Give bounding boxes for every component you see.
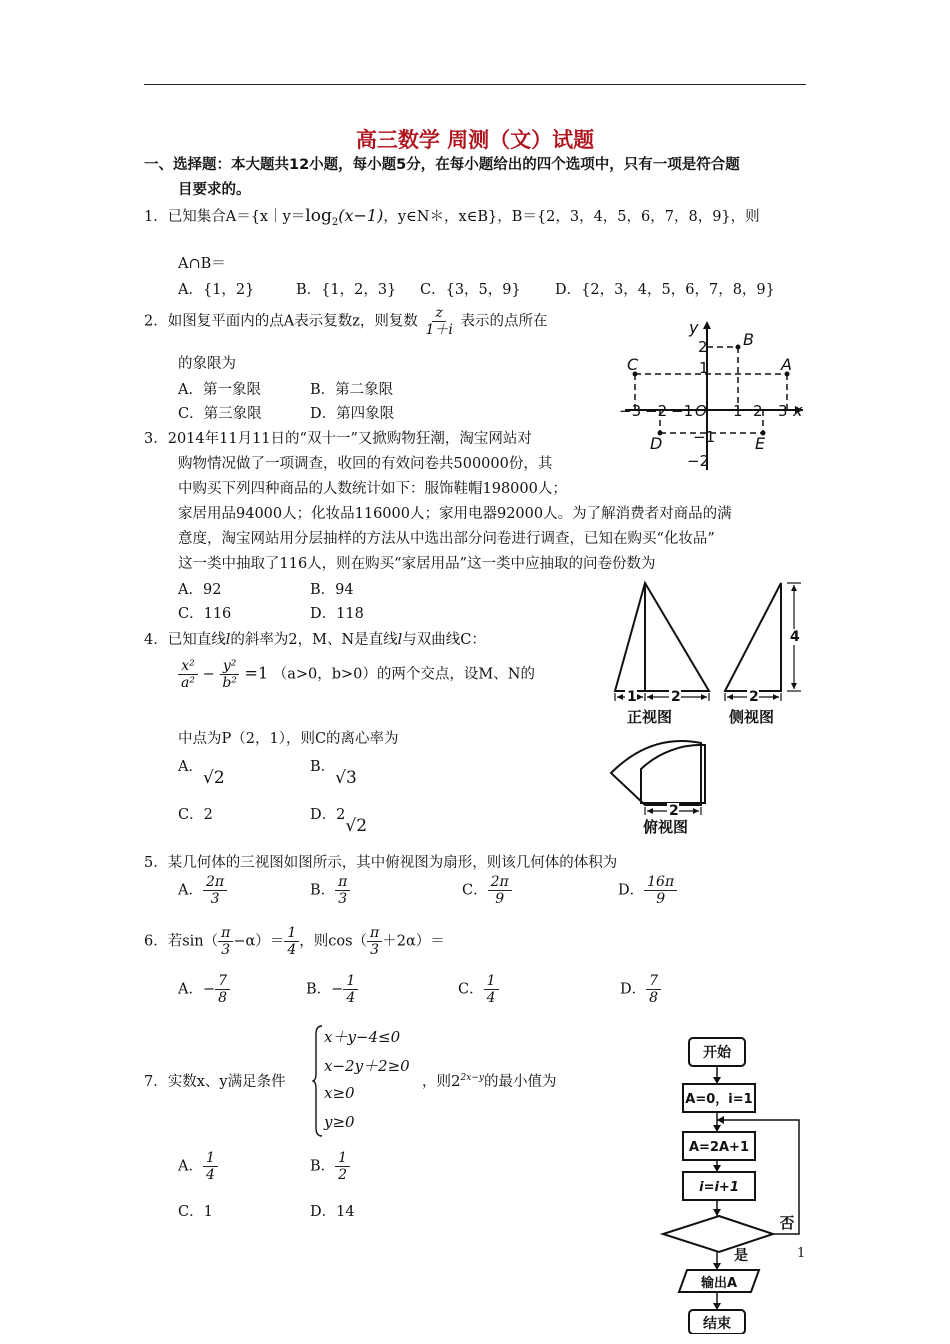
front-view-shape [615,583,709,691]
q3-option-b: B．94 [310,582,354,598]
q6-option-b: B．− $\frac{1}{4}$ [306,973,358,1006]
dim-front-2: 2 [671,689,681,705]
tick-x-2: 2 [753,402,763,420]
question-4-line1: 4．已知直线l的斜率为2，M、N是直线l与双曲线C： [144,632,486,648]
side-view-label: 侧视图 [729,708,775,726]
flow-decision [663,1216,773,1252]
side-view-shape [725,583,781,691]
label-d: D [650,434,663,453]
flow-no-label: 否 [779,1214,795,1232]
tick-x-3: 3 [778,402,788,420]
q7-option-c: C．1 [178,1204,213,1220]
q7-option-b: B． $\frac{1}{2}$ [310,1150,350,1183]
q1-option-d: D．{2，3，4，5，6，7，8，9} [555,282,775,298]
tick-x-neg1: −1 [671,402,694,420]
page-title: 高三数学 周测（文）试题 [355,128,595,152]
x-axis-label: x [793,401,803,420]
constraint-system [312,1022,422,1140]
q4-option-c: C．2 [178,807,213,823]
question-7-tail: ，则$2^{2x-y}$的最小值为 [422,1072,557,1090]
question-3-line1: 3．2014年11月11日的“双十一”又掀购物狂潮，淘宝网站对 [144,431,532,447]
q4-option-d: D．2√2 [310,807,368,836]
constraint-3: x≥0 [324,1084,355,1102]
point-b [736,345,741,350]
page-number: 1 [797,1246,806,1261]
flow-step1-label: A=2A+1 [689,1140,749,1155]
top-view-shape [611,741,701,805]
constraint-4: y≥0 [324,1113,355,1131]
flow-yes-label: 是 [734,1248,748,1264]
flow-output-label: 输出A [700,1276,738,1291]
q1-option-c: C．{3，5，9} [420,282,521,298]
q1-option-b: B．{1，2，3} [296,282,397,298]
question-1: 1．已知集合$A=\{x|y=\log_2(x-1)$，y∈N＊，x∈B}，B＝{2，3，4，5，6，7，8，9}，则 [144,206,760,228]
tick-y-neg2: −2 [687,452,710,470]
flow-init-label: A=0，i=1 [685,1092,753,1107]
label-c: C [627,355,639,374]
section-heading-line1: 一、选择题：本大题共12小题，每小题5分，在每小题给出的四个选项中，只有一项是符合题 [144,157,740,173]
front-view-label: 正视图 [627,708,673,726]
tick-x-neg2: −2 [645,402,668,420]
q1-option-a: A．{1，2} [178,282,255,298]
question-6: 6．若sin（ $\frac{\pi}{3}$ −α）＝ $\frac{1}{4}$ ，则cos（ $\frac{\pi}{3}$ ＋2α）＝ [144,925,445,959]
constraint-2: x−2y＋2≥0 [324,1057,410,1075]
question-3-line4: 家居用品94000人；化妆品116000人；家用电器92000人。为了解消费者对商品的满 [178,506,732,522]
q6-option-a: A．− $\frac{7}{8}$ [178,973,230,1006]
q5-option-c: C． $\frac{2\pi}{9}$ [462,874,512,907]
origin-label: O [695,402,707,420]
flow-end-label: 结束 [703,1316,731,1332]
question-4-line3: 中点为P（2，1），则C的离心率为 [178,731,399,747]
section-heading-line2: 目要求的。 [178,182,251,198]
question-1-line2: A∩B＝ [178,256,226,272]
label-e: E [755,434,766,453]
top-view-label: 俯视图 [643,818,689,836]
complex-plane-figure [615,315,815,475]
brace-icon [312,1022,324,1140]
tick-y-2: 2 [698,338,708,356]
q6-option-c: C． $\frac{1}{4}$ [458,973,499,1006]
q7-option-a: A． $\frac{1}{4}$ [178,1150,218,1183]
dim-side-4: 4 [790,629,800,645]
q4-option-b: B．√3 [310,759,357,788]
label-b: B [743,330,754,349]
header-rule [144,84,806,85]
flow-start-label: 开始 [703,1045,731,1061]
q2-option-a: A．第一象限 [178,382,261,398]
question-3-line3: 中购买下列四种商品的人数统计如下：服饰鞋帽198000人； [178,481,567,497]
question-5: 5．某几何体的三视图如图所示，其中俯视图为扇形，则该几何体的体积为 [144,855,618,871]
question-3-line2: 购物情况做了一项调查，收回的有效问卷共500000份，其 [178,456,553,472]
question-7-intro: 7．实数x、y满足条件 [144,1074,286,1090]
constraint-1: x＋y−4≤0 [324,1028,401,1046]
tick-x-neg3: −3 [619,402,642,420]
q4-option-a: A．√2 [178,759,225,788]
three-views-figure [605,573,820,838]
q5-option-b: B． $\frac{\pi}{3}$ [310,874,350,907]
q7-option-d: D．14 [310,1204,355,1220]
tick-y-neg1: −1 [693,428,716,446]
q3-option-a: A．92 [178,582,222,598]
q2-option-c: C．第三象限 [178,406,262,422]
q2-option-d: D．第四象限 [310,406,395,422]
dim-top-2: 2 [669,803,679,819]
question-3-line5: 意度，淘宝网站用分层抽样的方法从中选出部分问卷进行调查，已知在购买“化妆品” [178,531,715,547]
question-3-line6: 这一类中抽取了116人，则在购买“家居用品”这一类中应抽取的问卷份数为 [178,556,656,572]
flow-step2-label: i=i+1 [699,1180,739,1195]
q3-option-c: C．116 [178,606,232,622]
q2-option-b: B．第二象限 [310,382,394,398]
label-a: A [781,355,792,374]
tick-x-1: 1 [733,402,743,420]
q5-option-a: A． $\frac{2\pi}{3}$ [178,874,227,907]
dim-front-1: 1 [627,689,637,705]
y-axis-label: y [689,318,699,337]
q6-option-d: D． $\frac{7}{8}$ [620,973,661,1006]
question-4-line2: $\frac{\text{x²}}{\text{a²}}$ − $\frac{\text{y²}}{\text{b²}}$ =1 （a>0，b>0）的两个交点，设M、N的 [178,658,535,691]
dim-side-2: 2 [749,689,759,705]
question-2-line2: 的象限为 [178,356,236,372]
q3-option-d: D．118 [310,606,364,622]
q5-option-d: D． $\frac{16\pi}{9}$ [618,874,677,907]
tick-y-1: 1 [699,359,709,377]
flowchart [655,1034,815,1334]
question-2: 2．如图复平面内的点A表示复数z，则复数 $\frac{z}{1+i}$ 表示的点所在 [144,305,548,339]
